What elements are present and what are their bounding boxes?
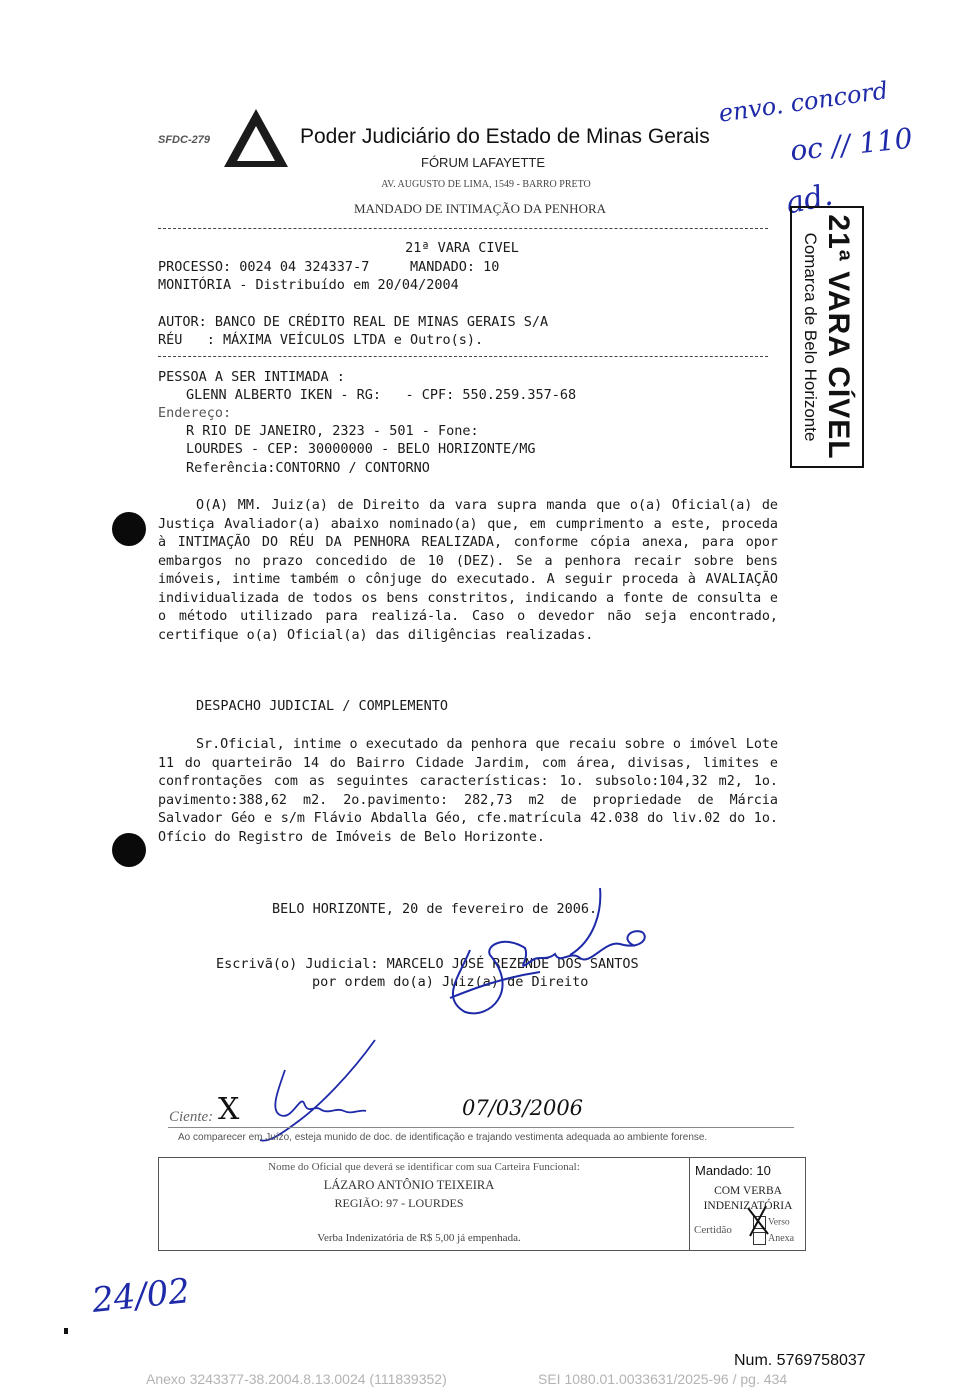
pessoa-label: PESSOA A SER INTIMADA : — [158, 369, 345, 385]
check-mark-icon — [744, 1204, 772, 1238]
divider — [158, 356, 768, 357]
monitoria-line: MONITÓRIA - Distribuído em 20/04/2004 — [158, 277, 459, 293]
escriva-line: Escrivã(o) Judicial: MARCELO JOSÉ REZENDE DOS SANTOS — [216, 956, 639, 972]
document-title: MANDADO DE INTIMAÇÃO DA PENHORA — [353, 201, 607, 216]
divider — [158, 228, 768, 229]
punch-hole — [112, 833, 146, 867]
ciente-mark: X — [218, 1092, 240, 1127]
form-code: SFDC-279 — [158, 134, 210, 146]
processo-line: PROCESSO: 0024 04 324337-7 MANDADO: 10 — [158, 259, 500, 275]
autor-line: AUTOR: BANCO DE CRÉDITO REAL DE MINAS GERAIS S/A — [158, 314, 549, 330]
endereco-referencia: Referência:CONTORNO / CONTORNO — [186, 460, 430, 476]
pessoa-name: GLENN ALBERTO IKEN - RG: - CPF: 550.259.357-68 — [186, 387, 577, 403]
judge-signature-icon — [430, 880, 670, 1025]
endereco-city: LOURDES - CEP: 30000000 - BELO HORIZONTE/MG — [186, 441, 536, 457]
despacho-paragraph: Sr.Oficial, intime o executado da penhora que recaiu sobre o imóvel Lote 11 do quarteirão 14 do Bairro Cidade Jardim, com área, divisas, limites e confrontações com as seguintes características: 1o. subsolo:104,32 m2, 1o. pavimento:388,62 m2. 2o.pavimento: 282,73 m2 de propriedade de Márcia Salvador Géo e s/m Flávio Abdalla Géo, cfe.matrícula 42.038 do liv.02 do 1o. Ofício do Registro de Imóveis de Belo Horizonte. — [158, 737, 778, 845]
order-paragraph: O(A) MM. Juiz(a) de Direito da vara supra manda que o(a) Oficial(a) de Justiça Avaliador(a) abaixo nominado(a) que, em cumprimento a este, proceda à INTIMAÇÃO DO RÉU DA PENHORA REALIZADA, conforme cópia anexa, para opor embargos no prazo concedido de 10 (DEZ). Se a penhora recair sobre bens imóveis, intime também o cônjuge do executado. A seguir proceda à AVALIAÇÃO individualizada de todos os bens constritos, indicando a fonte de consulta e o método utilizado para realizá-la. Caso o devedor não seja encontrado, certifique o(a) Oficial(a) das diligências realizadas. — [158, 498, 778, 643]
handwritten-note-top: envo. concord — [716, 76, 890, 128]
forum-name: FÓRUM LAFAYETTE — [421, 155, 545, 170]
organization-title: Poder Judiciário do Estado de Minas Gerais — [300, 125, 710, 148]
stamp-vara: 21ª VARA CÍVEL — [822, 214, 855, 460]
recipient-signature-icon — [240, 1035, 380, 1145]
officer-caption: Nome do Oficial que deverá se identificar com sua Carteira Funcional: — [268, 1161, 580, 1173]
officer-box — [158, 1157, 806, 1251]
footer-sei: SEI 1080.01.0033631/2025-96 / pg. 434 — [538, 1371, 788, 1387]
ciente-notice: Ao comparecer em Juízo, esteja munido de doc. de identificação e trajando vestimenta adequada ao ambiente forense. — [178, 1132, 708, 1143]
anexa-option[interactable]: Anexa — [751, 1232, 794, 1245]
ciente-date: 07/03/2006 — [462, 1096, 584, 1120]
mandado-number: Mandado: 10 — [695, 1163, 771, 1178]
verso-option[interactable]: Verso — [751, 1216, 790, 1229]
footer-anexo: Anexo 3243377-38.2004.8.13.0024 (111839352) — [146, 1371, 447, 1387]
endereco-street: R RIO DE JANEIRO, 2323 - 501 - Fone: — [186, 423, 479, 439]
ordem-line: por ordem do(a) Juiz(a) de Direito — [312, 974, 589, 990]
vara-label: 21ª VARA CIVEL — [405, 240, 519, 256]
handwritten-initials: ad. — [782, 177, 836, 222]
despacho-label: DESPACHO JUDICIAL / COMPLEMENTO — [196, 698, 448, 714]
document-number: Num. 5769758037 — [734, 1352, 866, 1369]
stamp-comarca: Comarca de Belo Horizonte — [801, 232, 820, 442]
forum-address: AV. AUGUSTO DE LIMA, 1549 - BARRO PRETO — [381, 179, 591, 190]
officer-box-divider — [689, 1158, 690, 1250]
com-verba-label: COM VERBA INDENIZATÓRIA — [703, 1185, 793, 1212]
officer-regiao: REGIÃO: 97 - LOURDES — [334, 1196, 464, 1210]
scan-mark — [64, 1328, 68, 1334]
punch-hole — [112, 512, 146, 546]
reu-line: RÉU : MÁXIMA VEÍCULOS LTDA e Outro(s). — [158, 332, 484, 348]
signature-rule — [168, 1127, 794, 1128]
verba-note: Verba Indenizatória de R$ 5,00 já empenhada. — [317, 1232, 521, 1244]
ciente-label: Ciente: — [169, 1109, 214, 1125]
handwritten-date-bottom: 24/02 — [90, 1270, 192, 1322]
officer-name: LÁZARO ANTÔNIO TEIXEIRA — [323, 1178, 495, 1192]
endereco-label: Endereço: — [158, 405, 232, 421]
certidao-label: Certidão — [694, 1224, 732, 1236]
handwritten-note-number: oc // 110 — [788, 121, 915, 168]
date-line: BELO HORIZONTE, 20 de fevereiro de 2006. — [272, 901, 598, 917]
